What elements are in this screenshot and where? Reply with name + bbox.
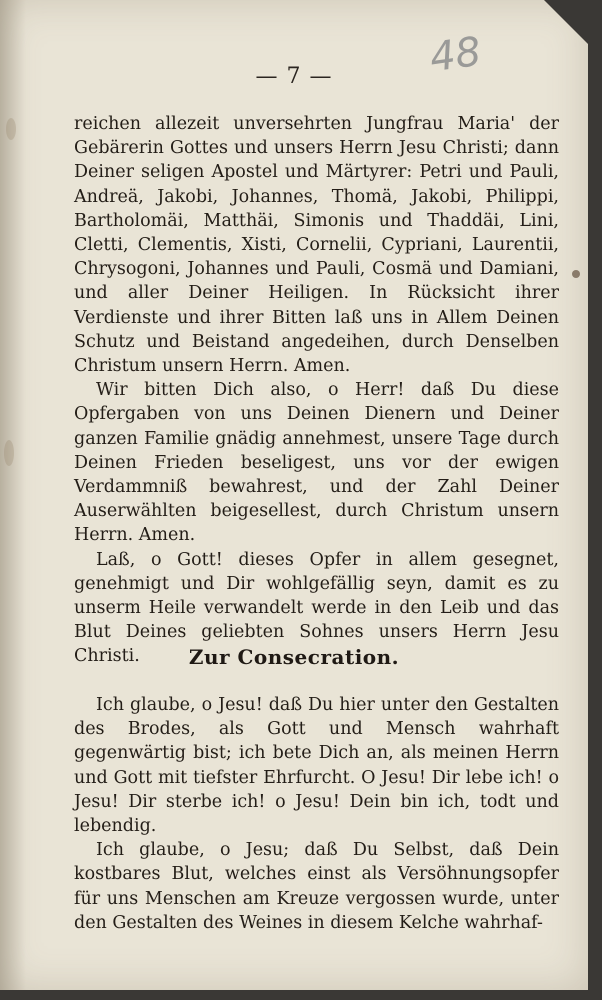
paragraph: Ich glaube, o Jesu; daß Du Selbst, daß Dein kostbares Blut, welches einst als Versöhnungsopfer für uns Menschen am Kreuze vergossen wurde, unter den Gestalten des Weines in diesem Kelche wahrhaf- — [74, 840, 559, 933]
body-text-bottom — [74, 693, 559, 935]
page-number: — 7 — — [255, 64, 333, 89]
paragraph: Wir bitten Dich also, o Herr! daß Du diese Opfergaben von uns Deinen Dienern und Deiner ganzen Familie gnädig annehmest, unsere Tage durch Deinen Frieden beseligest, uns vor der ewigen Verdammniß bewahrest, und der Zahl Deiner Auserwählten beigesellest, durch Christum unsern Herrn. Amen. — [74, 380, 559, 546]
paragraph: reichen allezeit unversehrten Jungfrau Maria' der Gebärerin Gottes und unsers Herrn Jesu Christi; dann Deiner seligen Apostel und Märtyrer: Petri und Pauli, Andreä, Jakobi, Johannes, Thomä, Jakobi, Philippi, Bartholomäi, Matthäi, Simonis und Thaddäi, Lini, Cletti, Clementis, Xisti, Cornelii, Cypriani, Laurentii, Chrysogoni, Johannes und Pauli, Cosmä und Damiani, und aller Deiner Heiligen. In Rücksicht ihrer Verdienste und ihrer Bitten laß uns in Allem Deinen Schutz und Beistand angedeihen, durch Denselben Christum unsern Herrn. Amen. — [74, 114, 559, 377]
paper-stain — [4, 440, 14, 466]
paragraph: Ich glaube, o Jesu! daß Du hier unter den Gestalten des Brodes, als Gott und Mensch wahrhaft gegenwärtig bist; ich bete Dich an, als meinen Herrn und Gott mit tiefster Ehrfurcht. O Jesu! Dir lebe ich! o Jesu! Dir sterbe ich! o Jesu! Dein bin ich, todt und lebendig. — [74, 695, 559, 837]
paper-stain — [6, 118, 16, 140]
paper-stain — [572, 270, 580, 278]
corner-fold — [544, 0, 588, 44]
pencil-annotation: 48 — [427, 28, 484, 82]
body-text-top — [74, 112, 559, 669]
paragraph: Laß, o Gott! dieses Opfer in allem gesegnet, genehmigt und Dir wohlgefällig seyn, damit es zu unserm Heile verwandelt werde in den Leib und das Blut Deines geliebten Sohnes unsers Herrn Jesu Christi. — [74, 549, 559, 667]
page-spine-shadow — [0, 0, 26, 990]
section-heading: Zur Consecration. — [188, 645, 400, 669]
